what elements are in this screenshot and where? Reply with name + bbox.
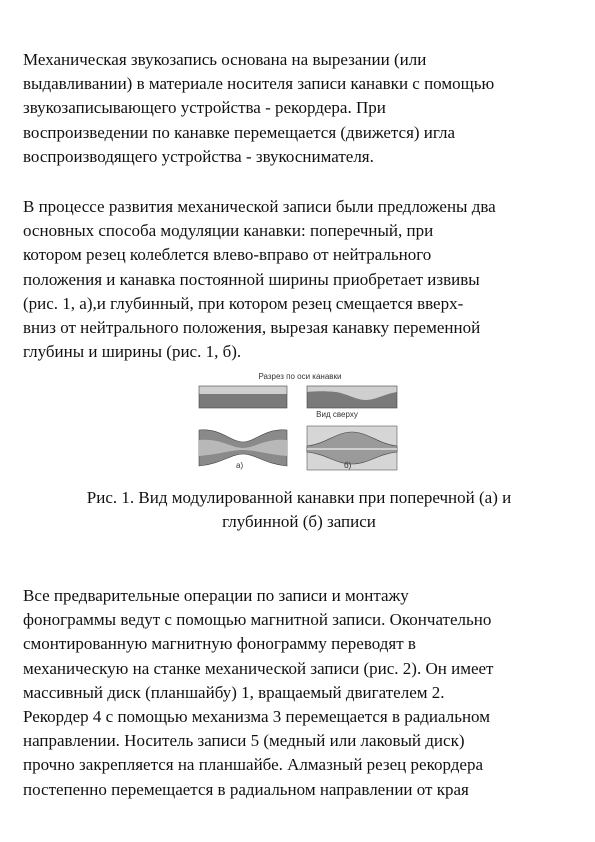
cross-section-vertical bbox=[307, 386, 397, 408]
cross-section-lateral bbox=[199, 386, 287, 408]
figure-caption bbox=[23, 486, 575, 534]
text-line: Рекордер 4 с помощью механизма 3 перемещается в радиальном bbox=[23, 707, 490, 727]
text-line: постепенно перемещается в радиальном направлении от края bbox=[23, 779, 469, 799]
figure-label-b: б) bbox=[344, 461, 352, 470]
text-line: основных способа модуляции канавки: поперечный, при bbox=[23, 221, 434, 241]
text-line: котором резец колеблется влево-вправо от нейтрального bbox=[23, 245, 432, 265]
text-line: механическую на станке механической записи (рис. 2). Он имеет bbox=[23, 658, 494, 678]
text-line: воспроизводящего устройства - звукоснимателя. bbox=[23, 146, 374, 166]
text-line: фонограммы ведут с помощью магнитной записи. Окончательно bbox=[23, 610, 492, 630]
text-line: В процессе развития механической записи были предложены два bbox=[23, 197, 496, 216]
text-line: звукозаписывающего устройства - рекордера. При bbox=[23, 98, 386, 118]
figure-label-a: а) bbox=[236, 461, 244, 470]
groove-diagram bbox=[196, 370, 401, 480]
paragraph-intro bbox=[23, 48, 575, 169]
text-line: воспроизведении по канавке перемещается (движется) игла bbox=[23, 122, 456, 142]
text-line: положения и канавка постоянной ширины приобретает извивы bbox=[23, 269, 480, 289]
text-line: массивный диск (планшайбу) 1, вращаемый двигателем 2. bbox=[23, 682, 445, 702]
text-line: вниз от нейтрального положения, вырезая канавку переменной bbox=[23, 318, 481, 338]
groove-figure bbox=[196, 370, 401, 480]
figure-top-label: Разрез по оси канавки bbox=[258, 372, 342, 381]
text-line: направлении. Носитель записи 5 (медный или лаковый диск) bbox=[23, 731, 465, 751]
text-line: Все предварительные операции по записи и монтажу bbox=[23, 586, 409, 605]
paragraph-modulation bbox=[23, 195, 575, 364]
caption-line: глубинной (б) записи bbox=[222, 512, 376, 532]
text-line: глубины и ширины (рис. 1, б). bbox=[23, 342, 242, 362]
top-view-lateral bbox=[199, 422, 287, 472]
text-line: прочно закрепляется на планшайбе. Алмазный резец рекордера bbox=[23, 755, 483, 775]
text-line: смонтированную магнитную фонограмму переводят в bbox=[23, 634, 416, 654]
caption-line: Рис. 1. Вид модулированной канавки при поперечной (а) и bbox=[86, 488, 512, 507]
top-view-vertical bbox=[307, 426, 397, 470]
text-line: (рис. 1, а),и глубинный, при котором резец смещается вверх- bbox=[23, 293, 464, 313]
figure-middle-label: Вид сверху bbox=[316, 410, 358, 419]
paragraph-recording-process bbox=[23, 584, 575, 802]
text-line: выдавливании) в материале носителя записи канавки с помощью bbox=[23, 74, 495, 94]
text-line: Механическая звукозапись основана на вырезании (или bbox=[23, 50, 427, 69]
